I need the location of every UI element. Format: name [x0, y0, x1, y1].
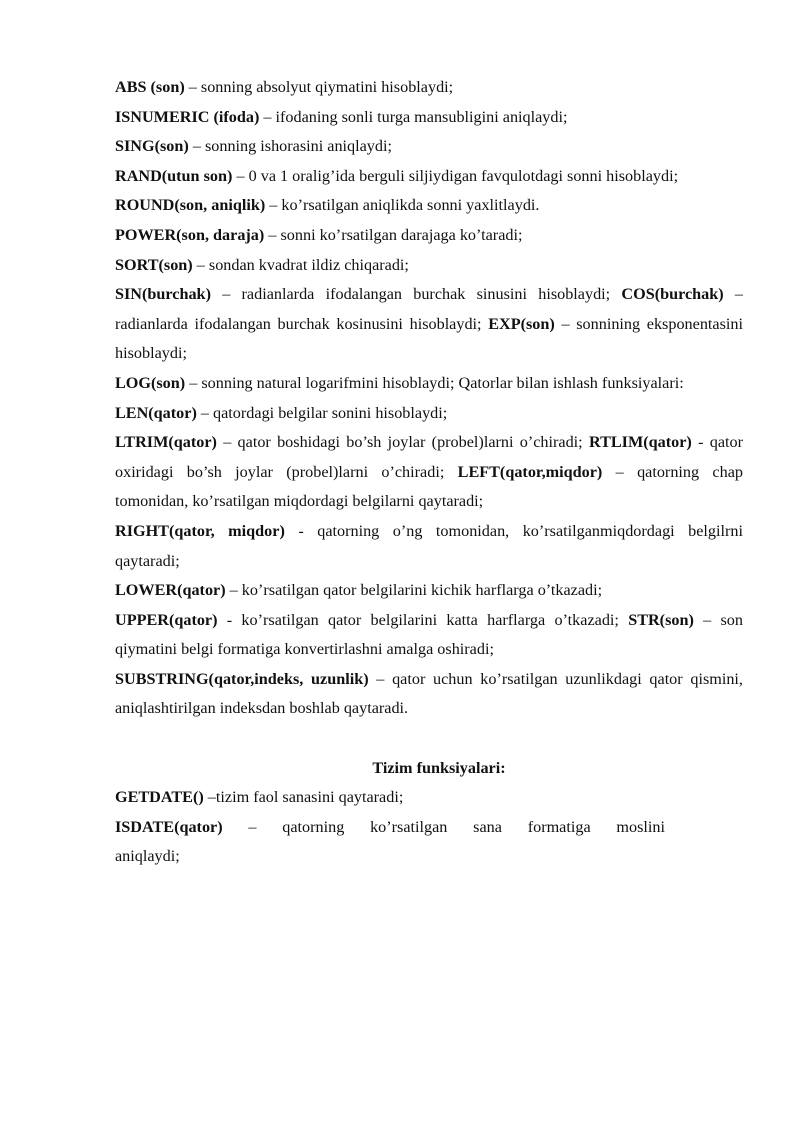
- entry-getdate: [115, 783, 743, 813]
- entry-description: – radianlarda ifodalangan burchak kosinusini hisoblaydi;: [115, 285, 744, 333]
- entry-description: – ko’rsatilgan aniqlikda sonni yaxlitlaydi.: [265, 196, 540, 215]
- entry-description: – sonning natural logarifmini hisoblaydi; Qatorlar bilan ishlash funksiyalari:: [185, 373, 684, 392]
- entry-term: LOWER(qator): [115, 581, 226, 600]
- entry-term: COS(burchak): [621, 285, 724, 304]
- entry-description: – son qiymatini belgi formatiga konvertirlashni amalga oshiradi;: [115, 610, 743, 659]
- entry-term: LTRIM(qator): [115, 433, 217, 452]
- entry-sin-cos-exp: [115, 280, 743, 369]
- entry-description: – sonning absolyut qiymatini hisoblaydi;: [184, 78, 454, 96]
- blank-line: [115, 724, 743, 754]
- entry-description: - qator oxiridagi bo’sh joylar (probel)larni o’chiradi;: [115, 433, 744, 481]
- entry-description: – 0 va 1 oralig’ida berguli siljiydigan favqulotdagi sonni hisoblaydi;: [232, 166, 679, 185]
- entry-description: – qatorning ko’rsatilgan sana formatiga moslini: [222, 817, 665, 836]
- entry-term: ISDATE(qator): [115, 817, 223, 836]
- entry-lower: [115, 576, 743, 606]
- entry-log: [115, 369, 743, 399]
- entry-isnumeric: [115, 103, 743, 133]
- entry-description: – qatorning chap tomonidan, ko’rsatilgan miqdordagi belgilarni qaytaradi;: [115, 462, 743, 511]
- entry-term: STR(son): [628, 610, 694, 629]
- entry-description: – qatordagi belgilar sonini hisoblaydi;: [196, 403, 448, 422]
- entry-term: SORT(son): [115, 255, 193, 274]
- entry-term: RTLIM(qator): [588, 433, 692, 452]
- entry-rand: [115, 162, 743, 192]
- entry-isdate-continuation: aniqlaydi;: [115, 847, 180, 866]
- entry-isdate: [115, 813, 743, 843]
- entry-substring: [115, 665, 743, 724]
- entry-description: – qator boshidagi bo’sh joylar (probel)larni o’chiradi;: [216, 433, 583, 452]
- section-heading: Tizim funksiyalari:: [372, 758, 506, 777]
- entry-ltrim-rtlim: [115, 428, 743, 517]
- entry-description: – sonning ishorasini aniqlaydi;: [188, 137, 392, 156]
- entry-term: ROUND(son, aniqlik): [115, 196, 266, 215]
- entry-sort: [115, 251, 743, 281]
- entry-len: [115, 399, 743, 429]
- entry-description: – ifodaning sonli turga mansubligini aniqlaydi;: [259, 107, 568, 126]
- entry-description: – qator uchun ko’rsatilgan uzunlikdagi qator qismini, aniqlashtirilgan indeksdan boshlab qaytaradi.: [115, 669, 743, 718]
- entry-term: GETDATE(): [115, 788, 204, 807]
- entry-description: - ko’rsatilgan qator belgilarini katta harflarga o’tkazadi;: [217, 610, 629, 629]
- entry-term: EXP(son): [488, 314, 555, 333]
- entry-term: SUBSTRING(qator,indeks, uzunlik): [115, 669, 369, 688]
- entry-term: RIGHT(qator, miqdor): [115, 521, 285, 540]
- entry-description: – radianlarda ifodalangan burchak sinusini hisoblaydi;: [210, 285, 611, 304]
- entry-term: ISNUMERIC (ifoda): [115, 107, 260, 126]
- entry-description: – sonni ko’rsatilgan darajaga ko’taradi;: [264, 225, 523, 244]
- entry-description: – ko’rsatilgan qator belgilarini kichik harflarga o’tkazadi;: [225, 581, 603, 600]
- entry-upper-str: [115, 606, 743, 665]
- entry-description: – sondan kvadrat ildiz chiqaradi;: [192, 255, 409, 274]
- entry-term: UPPER(qator): [115, 610, 218, 629]
- document-page: [115, 73, 743, 872]
- entry-round: [115, 191, 743, 221]
- entry-term: RAND(utun son): [115, 166, 233, 185]
- entry-term: SING(son): [115, 137, 189, 156]
- entry-term: ABS (son): [115, 78, 185, 96]
- entry-term: POWER(son, daraja): [115, 225, 265, 244]
- entry-term: SIN(burchak): [115, 285, 211, 304]
- entry-abs: [115, 73, 743, 103]
- entry-term: LEN(qator): [115, 403, 197, 422]
- entry-term: LEFT(qator,miqdor): [457, 462, 603, 481]
- entry-sing: [115, 132, 743, 162]
- entry-description: - qatorning o’ng tomonidan, ko’rsatilganmiqdordagi belgilrni qaytaradi;: [115, 521, 743, 570]
- entry-description: –tizim faol sanasini qaytaradi;: [203, 788, 404, 807]
- entry-term: LOG(son): [115, 373, 186, 392]
- entry-description: – sonnining eksponentasini hisoblaydi;: [115, 314, 743, 363]
- entry-power: [115, 221, 743, 251]
- entry-right: [115, 517, 743, 576]
